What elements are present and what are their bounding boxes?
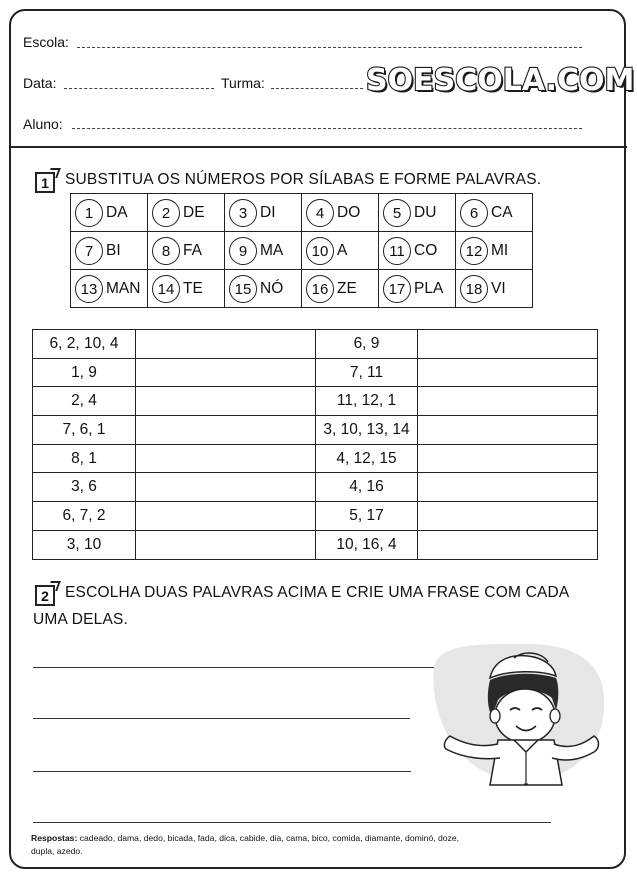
left-answer-cell[interactable] — [136, 530, 316, 559]
key-cell — [379, 194, 456, 232]
right-answer-cell[interactable] — [418, 330, 598, 359]
key-cell — [302, 194, 379, 232]
answer-key — [31, 832, 551, 858]
key-syllable: VI — [491, 279, 506, 297]
key-syllable: CO — [414, 241, 438, 259]
key-cell — [148, 232, 225, 270]
key-syllable: DI — [260, 203, 276, 221]
key-cell — [225, 270, 302, 308]
left-answer-cell[interactable] — [136, 502, 316, 531]
left-code-cell: 6, 2, 10, 4 — [33, 330, 136, 359]
key-number: 14 — [152, 275, 180, 303]
table-row — [33, 330, 598, 359]
key-cell — [456, 270, 533, 308]
left-answer-cell[interactable] — [136, 330, 316, 359]
key-cell — [379, 270, 456, 308]
soescola-logo: SOESCOLA.COM — [366, 63, 635, 98]
left-answer-cell[interactable] — [136, 473, 316, 502]
table-row — [33, 473, 598, 502]
escola-field[interactable] — [77, 47, 582, 48]
left-answer-cell[interactable] — [136, 444, 316, 473]
right-answer-cell[interactable] — [418, 387, 598, 416]
left-answer-cell[interactable] — [136, 416, 316, 445]
table-row — [33, 502, 598, 531]
key-syllable: NÓ — [260, 279, 284, 297]
table-row — [33, 387, 598, 416]
right-code-cell: 10, 16, 4 — [316, 530, 418, 559]
key-cell — [456, 194, 533, 232]
right-answer-cell[interactable] — [418, 358, 598, 387]
key-syllable: DO — [337, 203, 361, 221]
left-code-cell: 7, 6, 1 — [33, 416, 136, 445]
key-row — [71, 270, 533, 308]
key-number: 4 — [306, 199, 334, 227]
key-number: 6 — [460, 199, 488, 227]
key-cell — [379, 232, 456, 270]
left-answer-cell[interactable] — [136, 387, 316, 416]
key-syllable: CA — [491, 203, 513, 221]
right-answer-cell[interactable] — [418, 416, 598, 445]
left-code-cell: 1, 9 — [33, 358, 136, 387]
key-row — [71, 194, 533, 232]
word-answer-table — [32, 329, 598, 560]
key-number: 13 — [75, 275, 103, 303]
sentence-line-1[interactable] — [33, 667, 440, 668]
data-field[interactable] — [64, 88, 214, 89]
key-cell — [225, 194, 302, 232]
syllable-key-table — [70, 193, 533, 308]
key-cell — [148, 194, 225, 232]
table-row — [33, 416, 598, 445]
key-syllable: BI — [106, 241, 121, 259]
key-number: 17 — [383, 275, 411, 303]
key-syllable: FA — [183, 241, 202, 259]
key-row — [71, 232, 533, 270]
key-number: 16 — [306, 275, 334, 303]
exercise-1-instruction: SUBSTITUA OS NÚMEROS POR SÍLABAS E FORME PALAVRAS. — [65, 171, 542, 188]
key-syllable: PLA — [414, 279, 444, 297]
key-syllable: MA — [260, 241, 284, 259]
turma-label: Turma: — [221, 75, 265, 91]
right-code-cell: 11, 12, 1 — [316, 387, 418, 416]
right-answer-cell[interactable] — [418, 502, 598, 531]
right-answer-cell[interactable] — [418, 473, 598, 502]
key-syllable: MAN — [106, 279, 141, 297]
sentence-line-3[interactable] — [33, 771, 411, 772]
answer-key-text-2: dupla, azedo. — [31, 846, 83, 856]
sentence-line-2[interactable] — [33, 718, 410, 719]
key-syllable: TE — [183, 279, 203, 297]
left-answer-cell[interactable] — [136, 358, 316, 387]
exercise-2-number: 2 — [35, 585, 55, 606]
left-code-cell: 3, 10 — [33, 530, 136, 559]
table-row — [33, 444, 598, 473]
left-code-cell: 6, 7, 2 — [33, 502, 136, 531]
key-number: 10 — [306, 237, 334, 265]
key-cell — [148, 270, 225, 308]
key-syllable: ZE — [337, 279, 357, 297]
key-number: 11 — [383, 237, 411, 265]
key-number: 7 — [75, 237, 103, 265]
key-number: 9 — [229, 237, 257, 265]
exercise-2-instruction-line1: ESCOLHA DUAS PALAVRAS ACIMA E CRIE UMA FRASE COM CADA — [65, 584, 570, 601]
key-number: 5 — [383, 199, 411, 227]
right-code-cell: 5, 17 — [316, 502, 418, 531]
aluno-field[interactable] — [72, 128, 582, 129]
key-number: 2 — [152, 199, 180, 227]
key-number: 15 — [229, 275, 257, 303]
key-syllable: DE — [183, 203, 205, 221]
key-syllable: MI — [491, 241, 509, 259]
right-code-cell: 7, 11 — [316, 358, 418, 387]
exercise-2-instruction-line2: UMA DELAS. — [33, 611, 129, 628]
left-code-cell: 8, 1 — [33, 444, 136, 473]
escola-label: Escola: — [23, 34, 69, 50]
answer-key-text: cadeado, dama, dedo, bicada, fada, dica, cabide, dia, cama, bico, comida, diamante, dominó, doze, — [79, 833, 460, 843]
turma-field[interactable] — [271, 88, 363, 89]
exercise-1-number: 1 — [35, 172, 55, 193]
right-answer-cell[interactable] — [418, 444, 598, 473]
answer-key-label: Respostas: — [31, 833, 78, 843]
table-row — [33, 358, 598, 387]
key-number: 3 — [229, 199, 257, 227]
key-cell — [71, 232, 148, 270]
right-code-cell: 4, 12, 15 — [316, 444, 418, 473]
key-number: 8 — [152, 237, 180, 265]
right-code-cell: 4, 16 — [316, 473, 418, 502]
key-cell — [225, 232, 302, 270]
left-code-cell: 2, 4 — [33, 387, 136, 416]
right-answer-cell[interactable] — [418, 530, 598, 559]
key-number: 18 — [460, 275, 488, 303]
data-label: Data: — [23, 75, 57, 91]
key-number: 1 — [75, 199, 103, 227]
key-cell — [302, 270, 379, 308]
key-syllable: DU — [414, 203, 437, 221]
right-code-cell: 3, 10, 13, 14 — [316, 416, 418, 445]
key-cell — [71, 270, 148, 308]
key-syllable: A — [337, 241, 348, 259]
right-code-cell: 6, 9 — [316, 330, 418, 359]
key-cell — [71, 194, 148, 232]
key-cell — [302, 232, 379, 270]
boy-illustration — [428, 640, 610, 790]
header-separator — [10, 146, 627, 148]
table-row — [33, 530, 598, 559]
key-number: 12 — [460, 237, 488, 265]
sentence-line-4[interactable] — [33, 822, 551, 823]
aluno-label: Aluno: — [23, 116, 63, 132]
key-syllable: DA — [106, 203, 128, 221]
key-cell — [456, 232, 533, 270]
left-code-cell: 3, 6 — [33, 473, 136, 502]
